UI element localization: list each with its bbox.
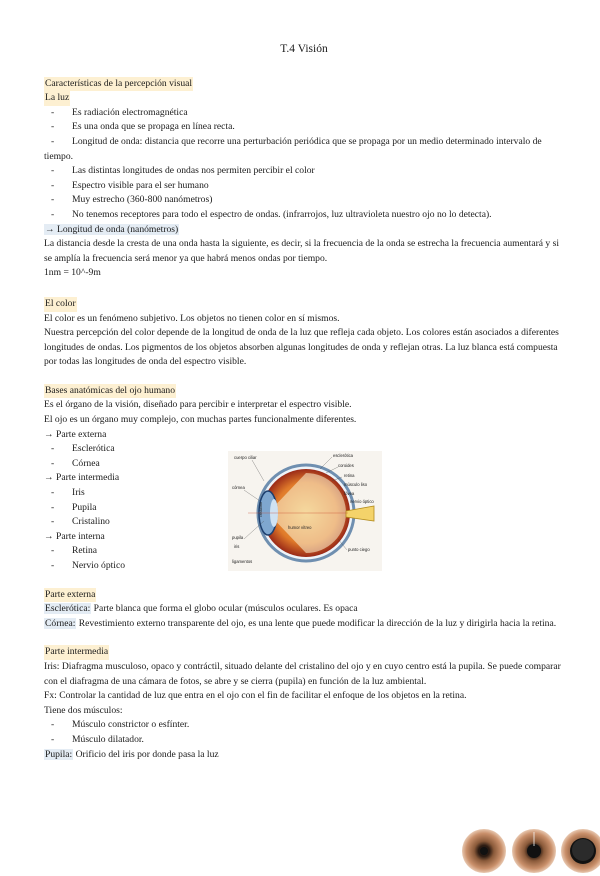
list-item: - Retina (51, 545, 98, 557)
paragraph: Fx: Controlar la cantidad de luz que entra en el ojo con el fin de facilitar el enfoque de los objetos en la retina. (44, 690, 467, 702)
section-heading: Parte intermedia (44, 645, 109, 660)
document-page (44, 38, 564, 762)
figure-label: cristalino (259, 502, 263, 517)
part-label: → Parte interna (44, 530, 105, 542)
figure-label: cuerpo ciliar (234, 455, 257, 460)
list-item: - Músculo constrictor o esfínter. (51, 719, 190, 731)
list-item: - Es radiación electromagnética (51, 106, 188, 118)
iris-photos (462, 826, 600, 876)
paragraph: Nuestra percepción del color depende de la longitud de onda de la luz que refleja cada objeto. Los colores están asociados a diferentes longitudes de ondas. Los pigmentos de los objetos absorben algunas longitudes de onda y reflejan otras. La luz blanca está compuesta por todas las longitudes de onda del espectro visible. (44, 327, 559, 368)
paragraph: Esclerótica: Parte blanca que forma el globo ocular (músculos oculares. Es opaca (45, 603, 358, 615)
section-percepcion (44, 77, 564, 281)
figure-label: nervio óptico (350, 499, 374, 504)
part-label: → Parte intermedia (44, 472, 120, 484)
list-item: - Es una onda que se propaga en línea recta. (51, 121, 235, 133)
paragraph: Tiene dos músculos: (44, 704, 123, 716)
eye-anatomy-figure (228, 451, 382, 571)
list-item: - Muy estrecho (360-800 nanómetros) (51, 194, 213, 206)
list-item: - Cristalino (51, 516, 110, 528)
list-item: - Nervio óptico (51, 560, 126, 571)
paragraph: El color es un fenómeno subjetivo. Los objetos no tienen color en sí mismos. (44, 312, 340, 324)
paragraph: Iris: Diafragma musculoso, opaco y contráctil, situado delante del cristalino del ojo y en cuyo centro está la pupila. Se puede comparar con el diafragma de una cámara de fotos, se abre y se cierra (pupila) en función de la luz ambiental. (44, 660, 561, 687)
section-heading: Parte externa (44, 588, 96, 603)
paragraph: Es el órgano de la visión, diseñado para percibir e interpretar el espectro visible. (44, 399, 352, 411)
list-item: - Esclerótica (51, 443, 115, 455)
figure-label: humor vítreo (288, 525, 312, 530)
section-parte-externa (44, 588, 564, 632)
page-title: T.4 Visión (280, 43, 328, 55)
figure-label: pupila (232, 535, 244, 540)
list-item: - No tenemos receptores para todo el espectro de ondas. (infrarrojos, luz ultravioleta nuestro ojo no lo detecta). (51, 208, 492, 220)
section-heading: Bases anatómicas del ojo humano (44, 384, 176, 399)
paragraph: El ojo es un órgano muy complejo, con muchas partes funcionalmente diferentes. (44, 414, 357, 426)
section-parte-intermedia (44, 645, 564, 762)
paragraph: Pupila: Orificio del iris por donde pasa la luz (45, 748, 219, 760)
formula: 1nm = 10^-9m (44, 267, 101, 279)
list-item: - Las distintas longitudes de ondas nos permiten percibir el color (51, 165, 315, 177)
figure-label: punto ciego (348, 547, 370, 552)
figure-label: ligamentos (232, 559, 253, 564)
list-item: - Músculo dilatador. (51, 733, 144, 745)
list-item: - Córnea (51, 457, 100, 469)
section-heading: El color (44, 297, 77, 312)
figure-label: córnea (232, 485, 245, 490)
figure-label: fóvea (344, 491, 355, 496)
section-color (44, 297, 564, 370)
figure-label: esclerótica (333, 453, 354, 458)
figure-label: retina (344, 473, 355, 478)
list-item: - Iris (51, 487, 85, 499)
figure-label: coroides (338, 463, 354, 468)
list-item: - Longitud de onda: distancia que recorre una perturbación periódica que se propaga por un medio determinado intervalo de tiempo. (44, 135, 542, 162)
figure-label: iris (234, 544, 240, 549)
subheading: La luz (44, 91, 70, 106)
list-item: - Pupila (51, 501, 97, 513)
section-heading: Características de la percepción visual (44, 77, 193, 92)
list-item: - Espectro visible para el ser humano (51, 179, 209, 191)
paragraph: Córnea: Revestimiento externo transparente del ojo, es una lente que puede modificar la dirección de la luz y dirigirla hacia la retina. (45, 617, 557, 629)
arrow-note: → Longitud de onda (nanómetros) (45, 223, 179, 235)
paragraph: La distancia desde la cresta de una onda hasta la siguiente, es decir, si la frecuencia de la onda se estrecha la frecuencia aumentará y si se amplía la frecuencia será menor ya que habrá menos ondas por tiempo. (44, 238, 560, 264)
figure-label: músculo liso (344, 482, 368, 487)
part-label: → Parte externa (44, 428, 107, 440)
